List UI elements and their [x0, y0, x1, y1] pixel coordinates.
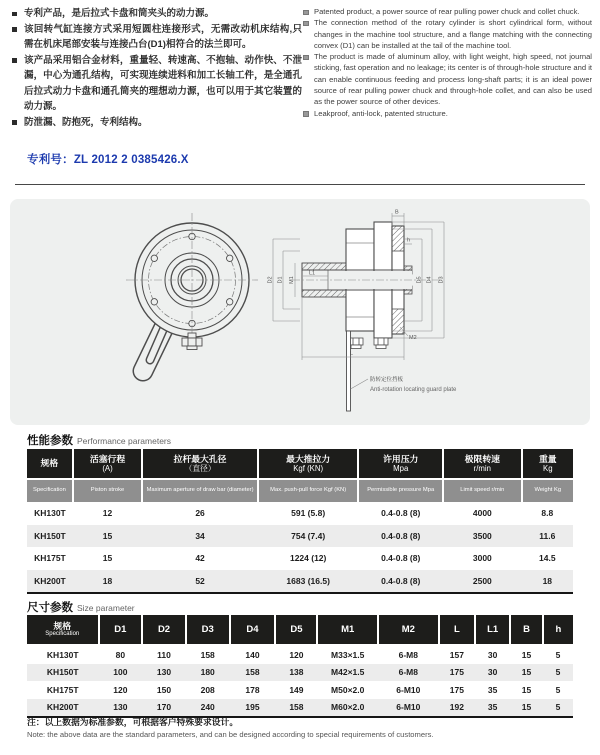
perf-header-en: Permissible pressure Mpa: [358, 479, 443, 502]
feature-item: Patented product, a power source of rear pulling power chuck and collet chuck.: [302, 6, 592, 17]
perf-header-en: Weight Kg: [522, 479, 573, 502]
size-cell: 208: [200, 684, 215, 695]
perf-cell: 15: [102, 530, 113, 541]
dim-label-m1: M1: [289, 276, 295, 284]
size-cell: 175: [449, 684, 464, 695]
size-cell: 158: [200, 649, 215, 660]
size-cell: 138: [289, 667, 304, 678]
footer-note: [27, 716, 434, 740]
size-cell: M42×1.5: [331, 667, 365, 678]
perf-cell: 2500: [472, 575, 492, 586]
perf-header-zh: [443, 449, 522, 479]
guard-plate-caption-zh: 防转定位挡板: [370, 377, 404, 383]
perf-cell: 0.4-0.8 (8): [381, 508, 421, 519]
size-header-dim: D3: [186, 615, 230, 645]
size-cell: 5: [555, 667, 561, 678]
perf-header-zh-line: 最大推拉力: [286, 453, 331, 464]
perf-header-zh: [522, 449, 573, 479]
perf-cell: 34: [195, 530, 205, 541]
technical-drawing: [10, 199, 590, 425]
dim-label-h: h: [407, 237, 411, 244]
perf-header-row-en: [27, 479, 573, 502]
dim-label-b: B: [395, 209, 399, 216]
feature-item: 防泄漏、防抱死，专利结构。: [10, 115, 302, 131]
perf-header-zh: [142, 449, 258, 479]
size-cell: M33×1.5: [331, 649, 365, 660]
perf-cell: 14.5: [539, 553, 556, 564]
perf-header-row-zh: [27, 449, 573, 479]
perf-header-zh: [358, 449, 443, 479]
size-header-dim: D5: [275, 615, 317, 645]
size-cell: 195: [245, 702, 260, 713]
size-row: [27, 664, 573, 682]
size-cell: KH200T: [46, 702, 79, 713]
performance-table: [27, 449, 573, 594]
size-header-dim: L: [439, 615, 476, 645]
size-cell: 6-M10: [396, 702, 421, 713]
perf-cell: 0.4-0.8 (8): [381, 575, 421, 586]
performance-title-en: Performance parameters: [77, 436, 172, 446]
size-cell: M60×2.0: [331, 702, 365, 713]
section-divider: [15, 184, 585, 185]
size-cell: 240: [200, 702, 215, 713]
size-header-spec-zh: 规格: [53, 620, 72, 631]
size-cell: 5: [555, 684, 561, 695]
patent-number: ZL 2012 2 0385426.X: [73, 154, 189, 166]
section-nuts: [349, 338, 388, 349]
perf-cell: 15: [102, 553, 113, 564]
size-cell: 35: [487, 702, 498, 713]
size-cell: M50×2.0: [331, 684, 365, 695]
perf-row: [27, 502, 573, 525]
size-cell: 178: [245, 684, 260, 695]
patent-number-line: [27, 151, 189, 167]
size-header-dim: D2: [142, 615, 186, 645]
performance-section-title: [27, 432, 171, 448]
perf-cell: 18: [102, 575, 113, 586]
size-header-dim: L1: [475, 615, 510, 645]
perf-cell: KH150T: [34, 530, 66, 541]
perf-cell: 42: [195, 553, 205, 564]
perf-header-zh-sub: r/min: [473, 464, 491, 474]
size-header-dim: M1: [317, 615, 378, 645]
size-header-row: [27, 615, 573, 645]
size-header-dim: M2: [378, 615, 439, 645]
size-table: [27, 615, 573, 718]
size-cell: 175: [449, 667, 464, 678]
perf-cell: 52: [195, 575, 205, 586]
size-cell: 6-M8: [398, 667, 418, 678]
size-header-dim: h: [543, 615, 573, 645]
front-view: [126, 213, 258, 371]
features-zh: [10, 6, 302, 130]
size-cell: 157: [449, 649, 464, 660]
feature-item: The connection method of the rotary cylinder is short cylindrical form, without changes in the machine tool structure, and a flange matching with the connecting convex (D1) can be installed at the tail of the machine tool.: [302, 17, 592, 51]
perf-cell: 591 (5.8): [291, 508, 326, 519]
size-cell: KH130T: [46, 649, 79, 660]
size-header-dim: B: [510, 615, 543, 645]
features-en: [302, 6, 592, 130]
size-cell: 120: [289, 649, 304, 660]
perf-header-zh-line: 重量: [539, 453, 557, 464]
dim-label-d5: D5: [416, 276, 423, 284]
size-cell: 5: [555, 702, 561, 713]
perf-cell: 1224 (12): [289, 553, 327, 564]
size-header-spec-en: Specification: [45, 631, 80, 638]
size-row: [27, 681, 573, 699]
size-row: [27, 645, 573, 664]
size-cell: 170: [156, 702, 172, 713]
perf-cell: KH200T: [34, 575, 66, 586]
perf-cell: 8.8: [541, 508, 554, 519]
size-cell: 15: [521, 684, 532, 695]
perf-header-zh-sub: (A): [102, 464, 113, 474]
size-header-dim: D4: [230, 615, 276, 645]
performance-title-zh: 性能参数: [27, 435, 73, 447]
perf-cell: 11.6: [539, 530, 556, 541]
perf-header-zh-line: 拉杆最大孔径: [173, 453, 227, 464]
size-cell: 15: [521, 702, 532, 713]
note-zh: 注：以上数据为标准参数，可根据客户特殊要求设计。: [27, 717, 239, 727]
perf-header-zh-sub: Kgf (KN): [293, 464, 324, 474]
perf-header-zh-line: 规格: [40, 458, 59, 469]
perf-header-zh-sub: （直径）: [184, 464, 216, 474]
size-cell: 150: [156, 684, 172, 695]
perf-header-en: Limit speed r/min: [443, 479, 522, 502]
perf-header-zh: [27, 449, 73, 479]
perf-cell: 18: [542, 575, 553, 586]
size-cell: 158: [245, 667, 260, 678]
patent-label: 专利号：: [27, 154, 74, 166]
perf-header-zh-line: 极限转速: [464, 453, 500, 464]
perf-row: [27, 547, 573, 570]
perf-cell: KH130T: [34, 508, 66, 519]
dim-label-d1: D1: [277, 276, 284, 284]
size-header-dim: D1: [99, 615, 143, 645]
size-cell: KH175T: [46, 684, 79, 695]
perf-cell: 754 (7.4): [291, 530, 326, 541]
size-cell: 192: [449, 702, 464, 713]
size-cell: 30: [487, 649, 498, 660]
size-cell: 180: [200, 667, 215, 678]
size-cell: 15: [521, 649, 532, 660]
perf-header-zh-sub: Mpa: [393, 464, 409, 474]
size-row: [27, 699, 573, 718]
size-cell: 130: [156, 667, 172, 678]
dim-label-m2: M2: [409, 335, 417, 341]
dim-label-l: L: [350, 351, 354, 357]
size-cell: 6-M8: [398, 649, 418, 660]
perf-header-zh-line: 活塞行程: [89, 453, 126, 464]
cross-section-view: [268, 210, 458, 412]
perf-header-en: Max. push-pull force Kgf (KN): [258, 479, 358, 502]
perf-cell: 4000: [472, 508, 492, 519]
feature-item: The product is made of aluminum alloy, with light weight, high speed, not journal sticking, fast operation and no leakage; its center is of through-hole structure and it can enable continuous feeding and process long-shaft parts; it is an ideal power source of rear pulling power chuck and through-hole collet, and can also be used as the power source of other devices.: [302, 51, 592, 107]
feature-section: [10, 6, 592, 130]
perf-cell: 3000: [472, 553, 492, 564]
perf-header-zh: [258, 449, 358, 479]
dim-label-l1: L1: [309, 270, 316, 277]
size-title-en: Size parameter: [77, 603, 135, 613]
dim-label-d3: D3: [438, 276, 445, 284]
perf-cell: 1683 (16.5): [286, 575, 330, 586]
guard-plate: [347, 331, 354, 411]
size-cell: 120: [113, 684, 128, 695]
perf-cell: 26: [195, 508, 205, 519]
perf-cell: KH175T: [34, 553, 66, 564]
perf-cell: 0.4-0.8 (8): [381, 530, 421, 541]
size-cell: KH150T: [46, 667, 79, 678]
size-section-title: [27, 599, 135, 615]
perf-header-zh: [73, 449, 142, 479]
feature-item: Leakproof, anti-lock, patented structure.: [302, 108, 592, 119]
size-header-spec: [27, 615, 99, 645]
perf-header-en: Maximum aperture of draw bar (diameter): [142, 479, 258, 502]
perf-header-zh-line: 许用压力: [383, 453, 419, 464]
feature-item: 该产品采用铝合金材料，重量轻、转速高、不抱轴、动作快、不泄漏，中心为通孔结构，可实现连续进料和加工长轴工件，是全通孔后拉式动力卡盘和通孔筒夹的理想动力源，也可以用于其它装置的动力源。: [10, 53, 302, 115]
dim-label-d4: D4: [426, 276, 433, 284]
note-en: Note: the above data are the standard parameters, and can be designed according to special requirements of customers.: [27, 730, 434, 739]
size-cell: 80: [115, 649, 126, 660]
size-cell: 35: [487, 684, 498, 695]
dim-label-d2: D2: [267, 276, 274, 284]
perf-header-zh-sub: Kg: [543, 464, 553, 474]
feature-item: 该回转气缸连接方式采用短圆柱连接形式，无需改动机床结构,只需在机床尾部安装与连接凸台(D1)相符合的法兰即可。: [10, 22, 302, 53]
perf-row: [27, 570, 573, 594]
size-cell: 140: [245, 649, 260, 660]
size-cell: 5: [555, 649, 561, 660]
perf-cell: 12: [102, 508, 113, 519]
feature-item: 专利产品，是后拉式卡盘和筒夹头的动力源。: [10, 6, 302, 22]
perf-cell: 0.4-0.8 (8): [381, 553, 421, 564]
size-cell: 100: [113, 667, 128, 678]
size-cell: 149: [289, 684, 304, 695]
size-title-zh: 尺寸参数: [27, 602, 73, 614]
size-cell: 30: [487, 667, 498, 678]
perf-header-en: Specification: [27, 479, 73, 502]
perf-header-en: Piston stroke: [73, 479, 142, 502]
size-cell: 6-M10: [396, 684, 421, 695]
size-cell: 130: [113, 702, 128, 713]
technical-drawing-panel: [10, 199, 590, 425]
size-cell: 158: [289, 702, 304, 713]
guard-plate-caption-en: Anti-rotation locating guard plate: [370, 387, 457, 393]
size-cell: 110: [157, 649, 171, 660]
perf-row: [27, 525, 573, 548]
perf-cell: 3500: [472, 530, 492, 541]
size-cell: 15: [521, 667, 532, 678]
